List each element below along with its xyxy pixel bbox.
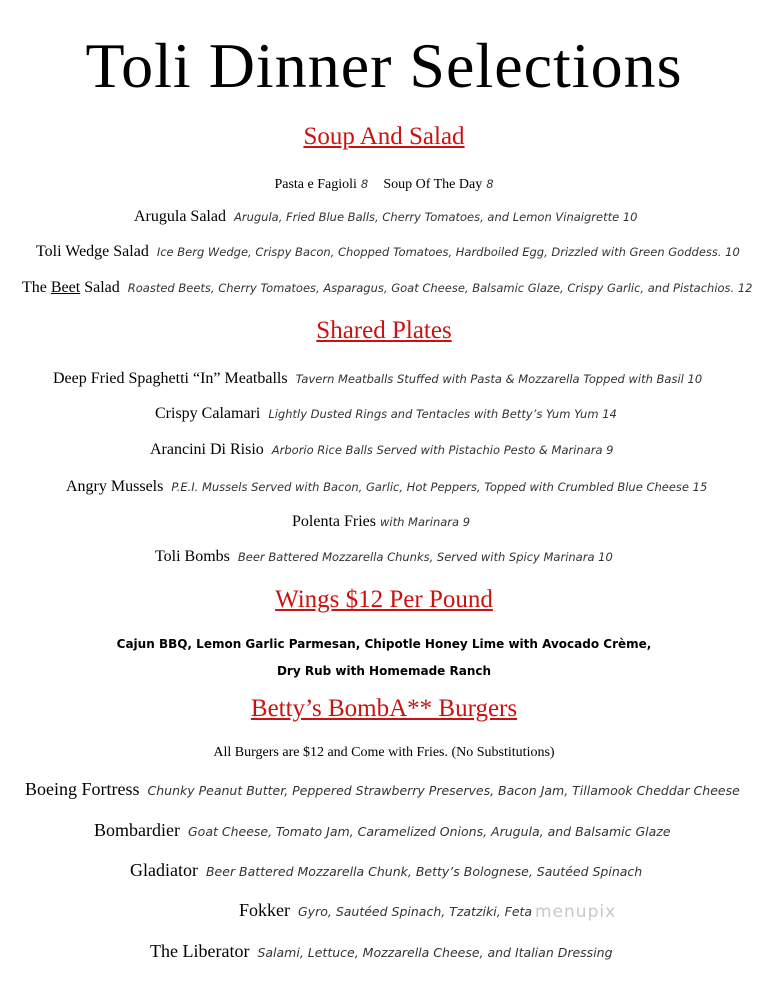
wings-flavors-line-1: Cajun BBQ, Lemon Garlic Parmesan, Chipotle Honey Lime with Avocado Crème, xyxy=(116,637,652,651)
item-name: The Liberator xyxy=(150,941,250,961)
item-name: Gladiator xyxy=(130,860,198,880)
watermark: menupix xyxy=(535,902,617,922)
menu-item-arugula-salad xyxy=(134,206,637,227)
section-heading-soup-salad: Soup And Salad xyxy=(303,123,465,150)
item-description: Arborio Rice Balls Served with Pistachio Pesto & Marinara 9 xyxy=(271,443,614,457)
item-name: Toli Bombs xyxy=(155,548,230,565)
burgers-note: All Burgers are $12 and Come with Fries. (No Substitutions) xyxy=(213,745,555,760)
item-name: Pasta e Fagioli xyxy=(274,177,357,192)
menu-item xyxy=(150,941,613,963)
item-name-part: Salad xyxy=(80,279,120,296)
item-description: Lightly Dusted Rings and Tentacles with Betty’s Yum Yum 14 xyxy=(268,407,617,421)
item-name: Soup Of The Day xyxy=(383,177,483,192)
item-name: Crispy Calamari xyxy=(155,405,261,422)
item-name: Arugula Salad xyxy=(134,208,226,225)
menu-item xyxy=(53,368,702,389)
item-description: P.E.I. Mussels Served with Bacon, Garlic, Hot Peppers, Topped with Crumbled Blue Cheese 15 xyxy=(171,480,708,494)
section-heading-wings: Wings $12 Per Pound xyxy=(275,586,493,613)
menu-item xyxy=(155,403,617,424)
item-name: Boeing Fortress xyxy=(25,779,140,799)
item-name xyxy=(22,279,120,296)
page-title: Toli Dinner Selections xyxy=(85,30,683,101)
menu-item xyxy=(94,820,671,842)
menu-item xyxy=(66,476,707,497)
item-price: 8 xyxy=(360,177,369,191)
item-name: Bombardier xyxy=(94,820,180,840)
item-name: Deep Fried Spaghetti “In” Meatballs xyxy=(53,370,288,387)
item-name: Toli Wedge Salad xyxy=(36,243,149,260)
item-description: Ice Berg Wedge, Crispy Bacon, Chopped Tomatoes, Hardboiled Egg, Drizzled with Green Goddess. 10 xyxy=(156,245,740,259)
menu-item-wedge-salad xyxy=(36,241,740,262)
menu-item xyxy=(155,546,613,567)
menu-item-beet-salad xyxy=(22,277,753,298)
item-description: with Marinara 9 xyxy=(380,515,471,529)
item-name: Polenta Fries xyxy=(292,513,376,530)
wings-flavors-line-2: Dry Rub with Homemade Ranch xyxy=(276,664,492,678)
item-description: Roasted Beets, Cherry Tomatoes, Asparagus, Goat Cheese, Balsamic Glaze, Crispy Garlic, and Pistachios. 12 xyxy=(127,281,753,295)
menu-item xyxy=(239,900,532,922)
menu-item xyxy=(292,511,470,532)
item-price: 8 xyxy=(486,177,494,191)
item-name-part: The xyxy=(22,279,51,296)
section-heading-shared-plates: Shared Plates xyxy=(316,317,452,344)
item-description: Salami, Lettuce, Mozzarella Cheese, and Italian Dressing xyxy=(257,945,613,960)
item-description: Arugula, Fried Blue Balls, Cherry Tomatoes, and Lemon Vinaigrette 10 xyxy=(233,210,638,224)
item-name: Angry Mussels xyxy=(66,478,164,495)
menu-item xyxy=(25,779,740,801)
menu-item-soups xyxy=(0,173,768,195)
item-description: Goat Cheese, Tomato Jam, Caramelized Onions, Arugula, and Balsamic Glaze xyxy=(187,824,671,839)
item-name: Arancini Di Risio xyxy=(150,441,264,458)
item-description: Gyro, Sautéed Spinach, Tzatziki, Feta xyxy=(298,904,533,919)
item-name: Fokker xyxy=(239,900,290,920)
menu-item xyxy=(150,439,614,460)
item-description: Beer Battered Mozzarella Chunk, Betty’s Bolognese, Sautéed Spinach xyxy=(205,864,643,879)
section-heading-burgers: Betty’s BombA** Burgers xyxy=(250,695,518,722)
menu-item xyxy=(130,860,642,882)
item-description: Beer Battered Mozzarella Chunks, Served with Spicy Marinara 10 xyxy=(237,550,613,564)
item-description: Tavern Meatballs Stuffed with Pasta & Mozzarella Topped with Basil 10 xyxy=(295,372,703,386)
item-name-underlined: Beet xyxy=(50,279,81,296)
item-description: Chunky Peanut Butter, Peppered Strawberry Preserves, Bacon Jam, Tillamook Cheddar Cheese xyxy=(147,783,740,798)
